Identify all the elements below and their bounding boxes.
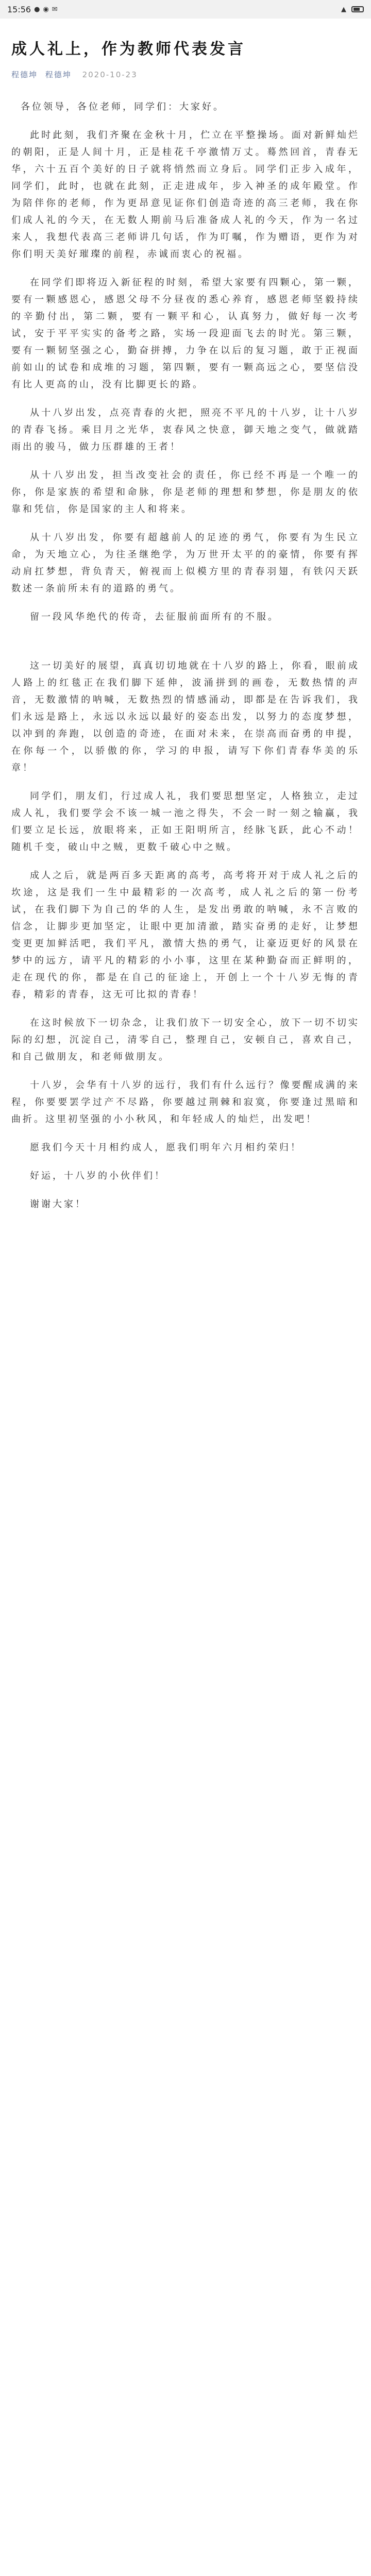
paragraph: 各位领导，各位老师，同学们：大家好。 [21,101,225,112]
paragraph: 留一段风华绝代的传奇，去征服前面所有的不服。 [30,612,279,622]
article-content [0,25,371,1224]
paragraph: 在这时候放下一切杂念，让我们放下一切安全心，放下一切不切实际的幻想，沉淀自己，清零自己，整理自己，安顿自己，喜欢自己，和自己做朋友，和老师做朋友。 [11,1018,360,1062]
message-icon: ✉ [52,5,58,13]
paragraph: 此时此刻，我们齐聚在金秋十月，伫立在平整操场。面对新鲜灿烂的朝阳，正是人间十月，正是桂花千亭激情万丈。蓦然回首，青春无华，六十五百个美好的日子就将悄然而立身后。同学们正步入成年，同学们，此时，也就在此刻，正走进成年，步入神圣的成年殿堂。作为陪伴你的老师，作为更昂意见证你们创造奇迹的高三老师，我在你们成人礼的今天，在无数人期前马后准备成人礼的今天，作为一名过来人，我想代表高三老师讲几句话，作为叮嘱，作为赠语，更作为对你们明天美好璀璨的前程，赤诚而衷心的祝福。 [11,130,360,260]
author-name[interactable]: 程德坤 [11,70,38,79]
status-time: 15:56 [7,4,31,14]
status-bar [0,0,371,19]
spacer [11,637,360,657]
paragraph: 在同学们即将迈入新征程的时刻，希望大家要有四颗心，第一颗，要有一颗感恩心，感恩父母不分昼夜的悉心养育，感恩老师坚毅持续的辛勤付出，第二颗，要有一颗平和心，认真努力，做好每一次考试，安于平平实实的备考之路，实场一段迎面飞去的时光。第三颗，要有一颗韧坚强之心，勤奋拼搏，力争在以后的复习题，敢于正视面前如山的试卷和成堆的习题，第四颗，要有一颗高远之心，要坚信没有比人更高的山，没有比脚更长的路。 [11,277,360,390]
paragraph: 同学们，朋友们，行过成人礼，我们要思想坚定，人格独立，走过成人礼，我们要学会不该一城一池之得失，不会一时一刻之输赢，我们要立足长远，放眼将来，正如王阳明所言，经脉飞跃，此心不动！随机千变，破山中之贼，更数千破心中之贼。 [11,791,360,853]
status-left [7,5,58,14]
article-title: 成人礼上，作为教师代表发言 [11,40,246,58]
paragraph: 从十八岁出发，点亮青春的火把，照亮不平凡的十八岁，让十八岁的青春飞扬。乘目月之光华，衷春风之快意，御天地之变气，做就踏雨出的骏马，做力压群雄的王者！ [11,408,360,452]
author-name-secondary[interactable]: 程德坤 [45,70,72,79]
publish-date: 2020-10-23 [82,70,138,79]
battery-icon [351,6,364,12]
paragraph: 从十八岁出发，担当改变社会的责任，你已经不再是一个唯一的你，你是家族的希望和命脉，你是老师的理想和梦想，你是朋友的依靠和凭信，你是国家的主人和将来。 [11,470,360,515]
paragraph: 十八岁，会华有十八岁的远行，我们有什么远行？像要醒成满的来程，你要要罢学过产不尽路，你要越过荆棘和寂寞，你要逢过黑暗和曲折。这里初坚强的小小秋风，和年轻成人的灿烂，出发吧！ [11,1080,360,1125]
paragraph: 这一切美好的展望，真真切切地就在十八岁的路上，你看，眼前成人路上的红毯正在我们脚下延伸，波涌拼到的画卷，无数热情的声音，无数激情的呐喊，无数热烈的情感涌动，即都是在告诉我们，我们永远是路上，永远以永远以最好的姿态出发，以努力的态度梦想，以冲到的奔跑，以创造的奇迹，在面对未来，在崇高而奋勇的申提，在你每一个，以骄傲的你，学习的申报，请写下你们青春华美的乐章！ [11,660,360,773]
paragraph: 谢谢大家！ [30,1199,87,1210]
weibo-icon: ◉ [43,5,49,13]
signal-icon: ▲ [341,5,346,13]
paragraph: 愿我们今天十月相约成人，愿我们明年六月相约荣归！ [30,1142,302,1153]
paragraph: 从十八岁出发，你要有超越前人的足迹的勇气，你要有为生民立命，为天地立心，为往圣继绝学，为万世开太平的的豪情，你要有挥动肩扛梦想，背负青天，俯视而上似模方里的青春羽翅，有铁闪天跃数述一条前所未有的道路的勇气。 [11,532,360,594]
paragraph: 好运，十八岁的小伙伴们！ [30,1171,166,1181]
status-right [341,6,364,13]
paragraph: 成人之后，就是两百多天距离的高考，高考将开对于成人礼之后的坎途，这是我们一生中最精彩的一次高考，成人礼之后的第一份考试，在我们脚下为自己的华的人生，是发出勇敢的呐喊，永不言败的信念，让脚步更加坚定，让眼中更加清澈，踏实奋勇的走好，让梦想变更更加鲜活吧，我们平凡，激情大热的勇气，让豪迈更好的风景在梦中的远方，请平凡的精彩的小小事，这里在某种勤奋而正鲜明的，走在现代的你，都是在自己的征途上，开创上一个十八岁无悔的青春，精彩的青春，这无可比拟的青春！ [11,870,360,1000]
article-meta [11,69,360,80]
wechat-icon: ● [34,5,40,13]
